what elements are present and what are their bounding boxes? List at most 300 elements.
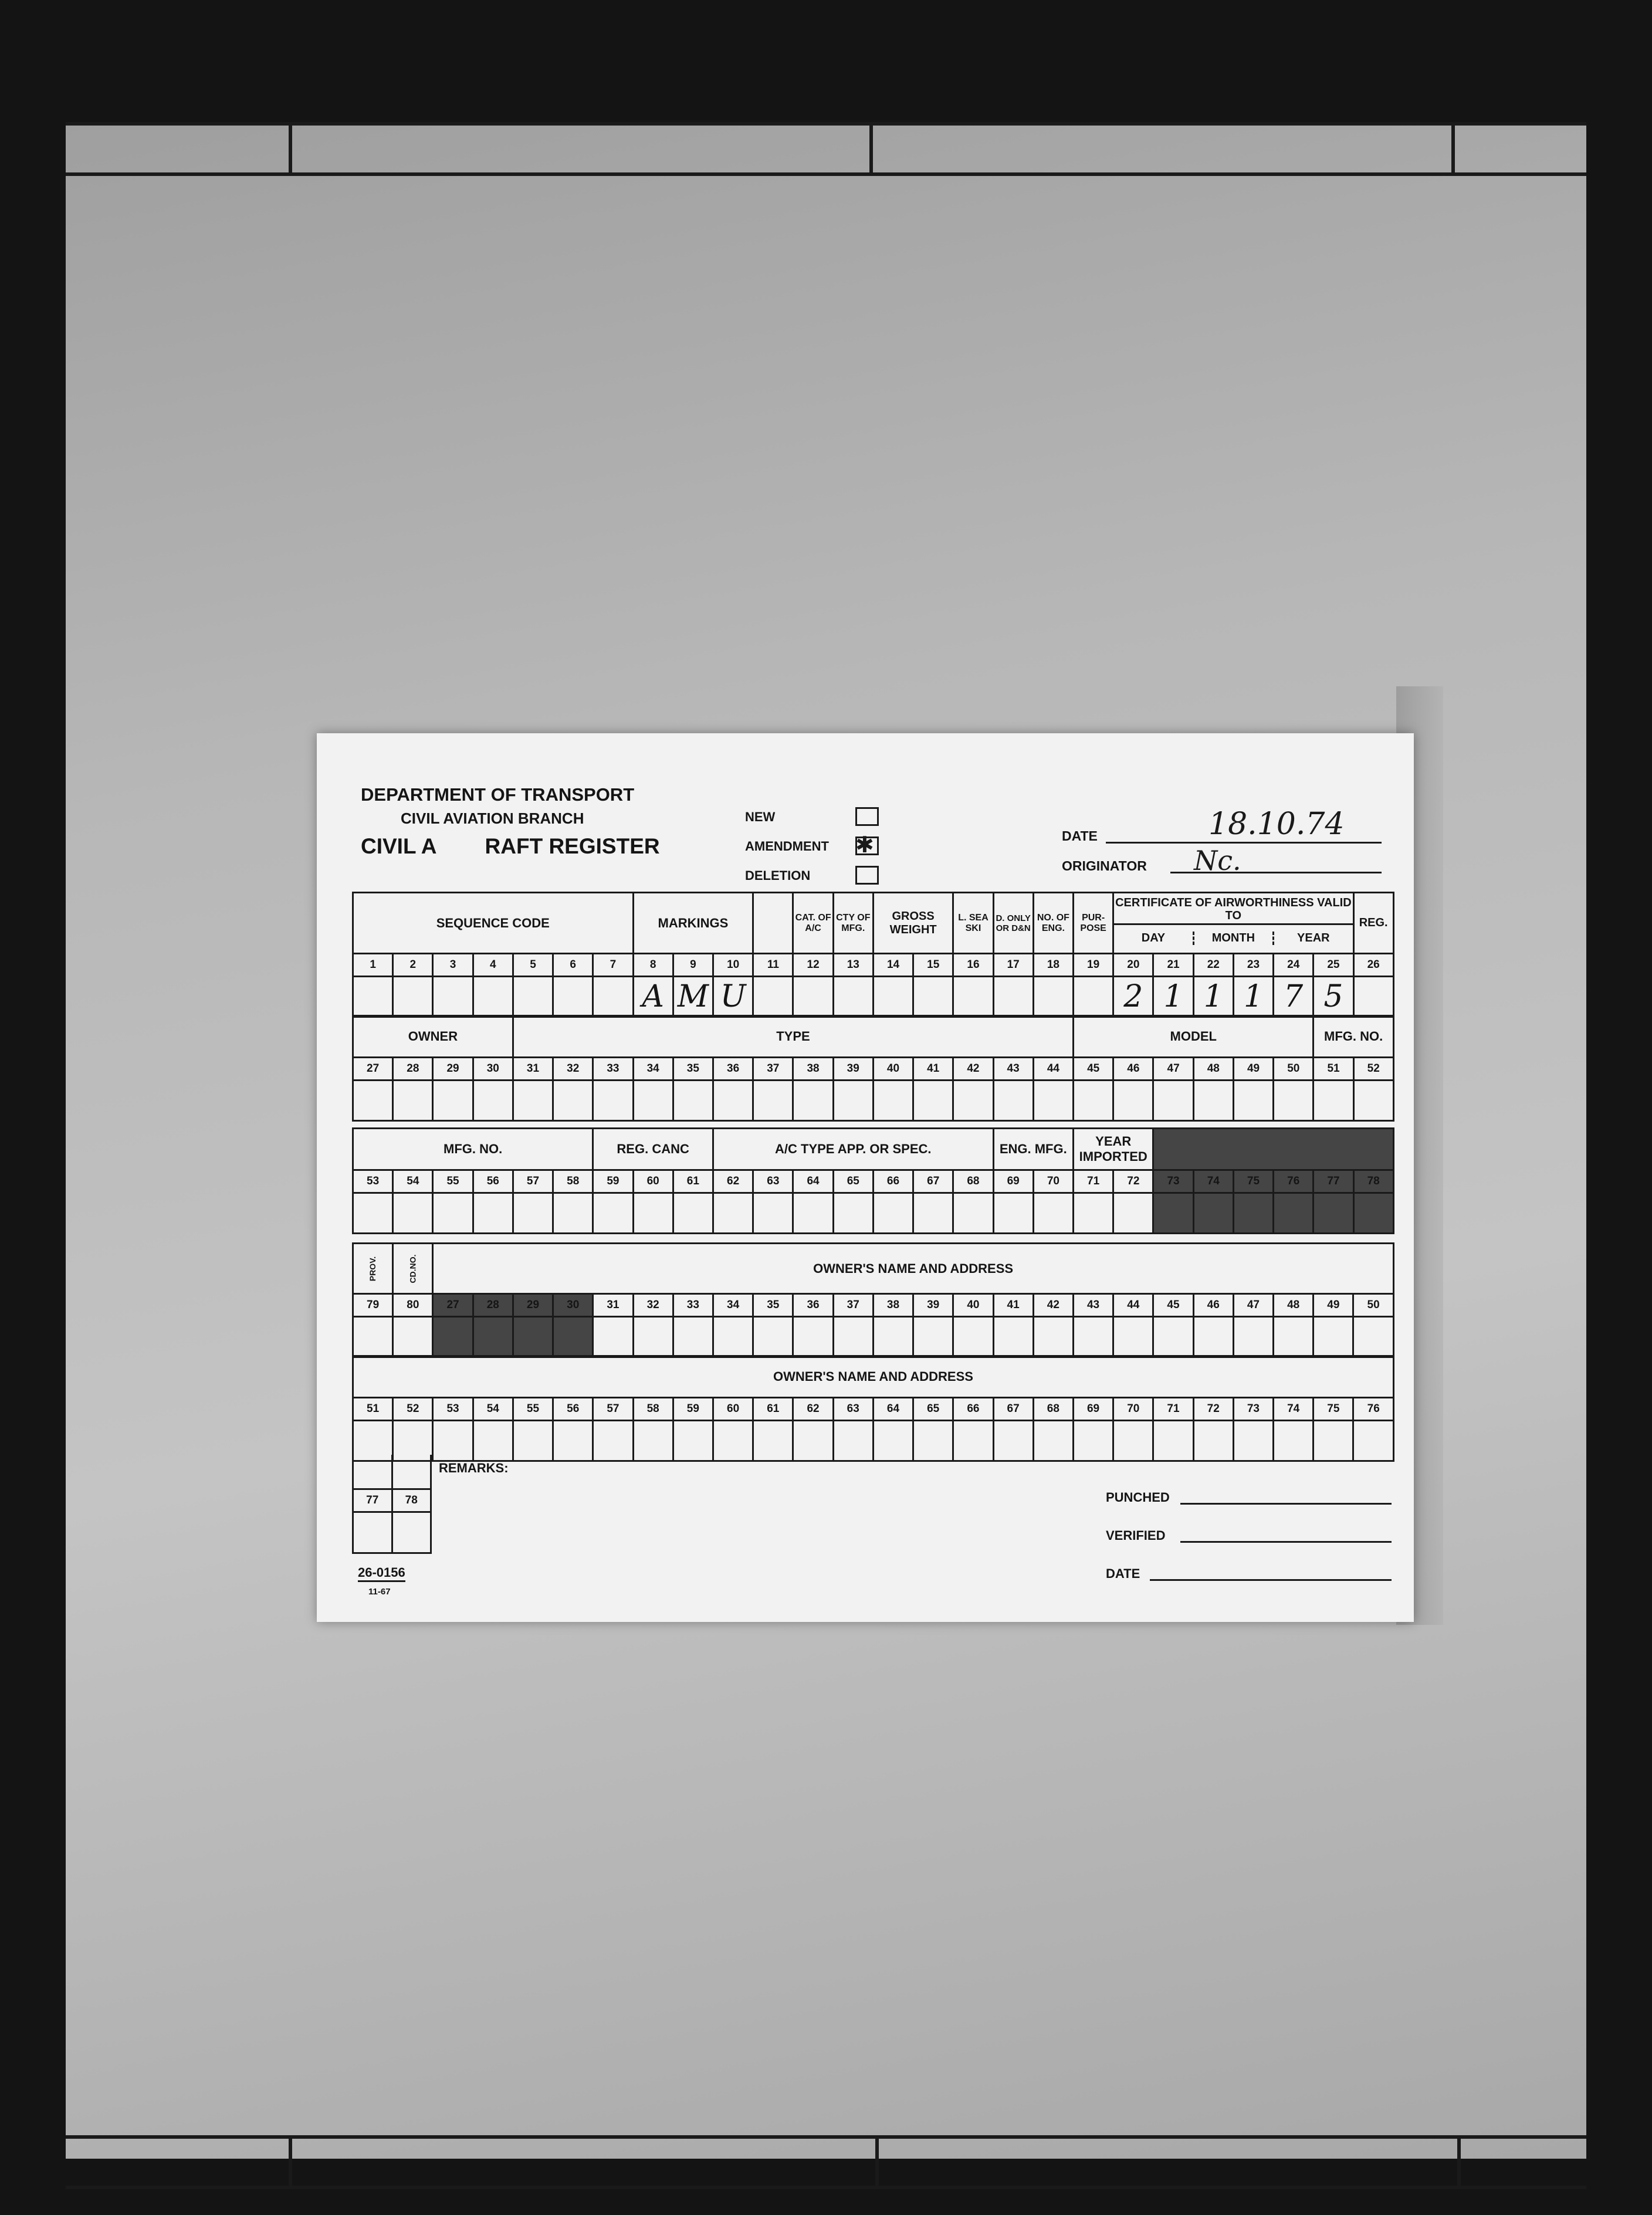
punched-label: PUNCHED <box>1106 1490 1170 1505</box>
row5-number-cell: 62 <box>793 1398 833 1421</box>
row4-number-cell: 46 <box>1193 1294 1233 1317</box>
row1-number-cell: 25 <box>1314 954 1353 977</box>
verified-label: VERIFIED <box>1106 1528 1166 1543</box>
row1-entry-cell[interactable] <box>593 977 633 1017</box>
row1-entry-cell[interactable] <box>633 977 673 1017</box>
mfg-no-header: MFG. NO. <box>1314 1016 1393 1058</box>
row1-entry-cell[interactable] <box>993 977 1033 1017</box>
row4-entry-cell[interactable] <box>1233 1317 1273 1357</box>
row3-entry-cell[interactable] <box>393 1193 433 1234</box>
row4-table <box>352 1242 1394 1358</box>
handwritten-entry: A <box>642 979 664 1014</box>
row2-number-cell: 33 <box>593 1058 633 1081</box>
row1-entry-cell[interactable] <box>393 977 433 1017</box>
row5-entry-cell[interactable] <box>713 1421 753 1461</box>
markings-header: MARKINGS <box>633 893 753 954</box>
row1-number-cell: 6 <box>553 954 593 977</box>
row3-entry-cell <box>1153 1193 1193 1234</box>
new-checkbox[interactable] <box>855 807 879 826</box>
cd-no-header: CD.NO. <box>393 1244 433 1294</box>
row3-number-cell: 71 <box>1074 1170 1113 1193</box>
row5-number-cell: 55 <box>513 1398 553 1421</box>
row3-number-cell: 55 <box>433 1170 473 1193</box>
reg-header: REG. <box>1353 893 1393 954</box>
row1-entry-cell[interactable] <box>513 977 553 1017</box>
row3-number-cell: 53 <box>353 1170 393 1193</box>
footer-table <box>352 1455 432 1554</box>
row3-number-cell: 73 <box>1153 1170 1193 1193</box>
row5-entry-cell[interactable] <box>913 1421 953 1461</box>
row4-entry-cell[interactable] <box>1113 1317 1153 1357</box>
row2-entry-cell[interactable] <box>1033 1081 1073 1121</box>
row2-entry-cell[interactable] <box>1113 1081 1153 1121</box>
row1-entry-cell[interactable] <box>1353 977 1393 1017</box>
row5-number-cell: 64 <box>873 1398 913 1421</box>
row3-number-cell: 77 <box>1314 1170 1353 1193</box>
register-card <box>317 733 1414 1622</box>
row2-entry-cell[interactable] <box>473 1081 513 1121</box>
row5-number-cell: 71 <box>1153 1398 1193 1421</box>
row4-entry-cell[interactable] <box>1073 1317 1113 1357</box>
row1-entry-cell[interactable] <box>1193 977 1233 1017</box>
row1-entry-cell[interactable] <box>793 977 833 1017</box>
owner-name-header-2: OWNER'S NAME AND ADDRESS <box>353 1356 1394 1398</box>
reg-canc-header: REG. CANC <box>593 1129 713 1170</box>
row5-number-cell: 69 <box>1073 1398 1113 1421</box>
row4-number-cell: 29 <box>513 1294 553 1317</box>
row2-entry-cell[interactable] <box>913 1081 953 1121</box>
row4-entry-cell[interactable] <box>1033 1317 1073 1357</box>
punched-line[interactable] <box>1180 1503 1392 1505</box>
row5-number-cell: 56 <box>553 1398 593 1421</box>
row3-entry-cell[interactable] <box>353 1193 393 1234</box>
row2-entry-cell[interactable] <box>953 1081 993 1121</box>
row4-number-cell: 43 <box>1073 1294 1113 1317</box>
row2-number-cell: 34 <box>633 1058 673 1081</box>
row5-number-cell: 65 <box>913 1398 953 1421</box>
row2-number-cell: 44 <box>1033 1058 1073 1081</box>
row4-number-cell: 79 <box>353 1294 393 1317</box>
row3-number-cell: 70 <box>1033 1170 1073 1193</box>
row2-number-cell: 40 <box>873 1058 913 1081</box>
row1-entry-cell[interactable] <box>1033 977 1073 1017</box>
row1-number-cell: 12 <box>793 954 833 977</box>
col11-header <box>753 893 793 954</box>
row1-number-cell: 2 <box>393 954 433 977</box>
prov-header: PROV. <box>353 1244 393 1294</box>
row4-entry-cell <box>513 1317 553 1357</box>
row5-entry-cell[interactable] <box>993 1421 1033 1461</box>
row1-entry-cell[interactable] <box>1233 977 1273 1017</box>
deletion-checkbox[interactable] <box>855 866 879 885</box>
row1-number-cell: 7 <box>593 954 633 977</box>
row5-entry-cell[interactable] <box>593 1421 633 1461</box>
branch-title: CIVIL AVIATION BRANCH <box>401 810 584 827</box>
row1-entry-cell[interactable] <box>953 977 993 1017</box>
row2-entry-cell[interactable] <box>593 1081 633 1121</box>
row5-number-cell: 52 <box>393 1398 433 1421</box>
row3-number-cell: 76 <box>1274 1170 1314 1193</box>
row3-number-cell: 58 <box>553 1170 593 1193</box>
row1-number-cell: 18 <box>1033 954 1073 977</box>
row3-entry-cell[interactable] <box>1033 1193 1073 1234</box>
row1-number-cell: 17 <box>993 954 1033 977</box>
row3-entry-cell <box>1274 1193 1314 1234</box>
row4-number-cell: 37 <box>833 1294 873 1317</box>
row1-number-cell: 21 <box>1153 954 1193 977</box>
row1-number-cell: 22 <box>1193 954 1233 977</box>
row1-table <box>352 892 1394 1018</box>
row1-number-cell: 13 <box>833 954 873 977</box>
form-date: 11-67 <box>368 1587 391 1597</box>
row4-number-cell: 38 <box>873 1294 913 1317</box>
row3-entry-cell[interactable] <box>713 1193 753 1234</box>
row4-entry-cell[interactable] <box>1193 1317 1233 1357</box>
row3-entry-cell[interactable] <box>1074 1193 1113 1234</box>
row4-number-cell: 32 <box>633 1294 673 1317</box>
row5-number-cell: 58 <box>633 1398 673 1421</box>
amendment-label: AMENDMENT <box>745 839 829 854</box>
row3-entry-cell <box>1314 1193 1353 1234</box>
row2-number-cell: 35 <box>673 1058 713 1081</box>
row5-number-cell: 68 <box>1033 1398 1073 1421</box>
row4-entry-cell[interactable] <box>993 1317 1033 1357</box>
row3-entry-cell[interactable] <box>913 1193 953 1234</box>
row4-number-cell: 35 <box>753 1294 793 1317</box>
type-header: TYPE <box>513 1016 1073 1058</box>
row1-entry-cell[interactable] <box>913 977 953 1017</box>
handwritten-entry: M <box>677 979 709 1014</box>
row4-number-cell: 28 <box>473 1294 513 1317</box>
col-77-cell[interactable] <box>353 1512 392 1553</box>
row3-entry-cell[interactable] <box>873 1193 913 1234</box>
purpose-header: PUR-POSE <box>1074 893 1113 954</box>
shaded-block <box>1153 1129 1393 1170</box>
row4-number-cell: 49 <box>1314 1294 1353 1317</box>
certificate-header: CERTIFICATE OF AIRWORTHINESS VALID TO DAY MONTH YEAR <box>1113 893 1353 954</box>
row4-number-cell: 30 <box>553 1294 593 1317</box>
date-line <box>1106 842 1382 844</box>
row4-entry-cell[interactable] <box>873 1317 913 1357</box>
row1-number-cell: 11 <box>753 954 793 977</box>
row5-entry-cell[interactable] <box>553 1421 593 1461</box>
model-header: MODEL <box>1074 1016 1314 1058</box>
amendment-check-mark: ✱ <box>855 832 874 858</box>
row2-entry-cell[interactable] <box>513 1081 553 1121</box>
date-value[interactable]: 18.10.74 <box>1208 807 1345 842</box>
owner-header: OWNER <box>353 1016 513 1058</box>
row1-number-cell: 14 <box>873 954 913 977</box>
row2-number-cell: 32 <box>553 1058 593 1081</box>
row1-entry-cell[interactable] <box>1153 977 1193 1017</box>
row4-entry-cell[interactable] <box>913 1317 953 1357</box>
row2-entry-cell[interactable] <box>353 1081 393 1121</box>
row2-number-cell: 39 <box>833 1058 873 1081</box>
row1-number-cell: 26 <box>1353 954 1393 977</box>
row4-entry-cell[interactable] <box>753 1317 793 1357</box>
row2-number-cell: 41 <box>913 1058 953 1081</box>
row3-entry-cell[interactable] <box>833 1193 873 1234</box>
row1-number-cell: 1 <box>353 954 393 977</box>
row1-entry-cell[interactable] <box>553 977 593 1017</box>
deletion-label: DELETION <box>745 868 811 883</box>
verified-line[interactable] <box>1180 1541 1392 1543</box>
row4-entry-cell[interactable] <box>1153 1317 1193 1357</box>
row4-entry-cell[interactable] <box>793 1317 833 1357</box>
row2-entry-cell[interactable] <box>1353 1081 1393 1121</box>
owner-name-header: OWNER'S NAME AND ADDRESS <box>433 1244 1393 1294</box>
row3-number-cell: 68 <box>953 1170 993 1193</box>
year-header: YEAR <box>1272 932 1352 945</box>
row3-entry-cell <box>1193 1193 1233 1234</box>
row3-entry-cell[interactable] <box>553 1193 593 1234</box>
row4-entry-cell <box>473 1317 513 1357</box>
row5-table <box>352 1355 1394 1462</box>
col-77-number: 77 <box>353 1489 392 1512</box>
row2-entry-cell[interactable] <box>753 1081 793 1121</box>
row5-entry-cell[interactable] <box>1073 1421 1113 1461</box>
form-title: CIVIL A RAFT REGISTER <box>361 834 660 858</box>
row3-entry-cell[interactable] <box>473 1193 513 1234</box>
row2-entry-cell[interactable] <box>1193 1081 1233 1121</box>
year-imported-header: YEAR IMPORTED <box>1074 1129 1153 1170</box>
row4-entry-cell[interactable] <box>593 1317 633 1357</box>
row2-entry-cell[interactable] <box>393 1081 433 1121</box>
row3-number-cell: 69 <box>993 1170 1033 1193</box>
row1-entry-cell[interactable] <box>1314 977 1353 1017</box>
row3-number-cell: 59 <box>593 1170 633 1193</box>
row3-number-cell: 66 <box>873 1170 913 1193</box>
row2-number-cell: 29 <box>433 1058 473 1081</box>
row3-number-cell: 56 <box>473 1170 513 1193</box>
row4-entry-cell[interactable] <box>353 1317 393 1357</box>
row2-number-cell: 42 <box>953 1058 993 1081</box>
row1-number-cell: 4 <box>473 954 513 977</box>
row5-entry-cell[interactable] <box>1233 1421 1273 1461</box>
row4-number-cell: 44 <box>1113 1294 1153 1317</box>
row5-number-cell: 57 <box>593 1398 633 1421</box>
row3-number-cell: 78 <box>1353 1170 1393 1193</box>
row4-entry-cell <box>553 1317 593 1357</box>
row1-entry-cell[interactable] <box>1074 977 1113 1017</box>
row3-entry-cell[interactable] <box>993 1193 1033 1234</box>
row5-entry-cell[interactable] <box>473 1421 513 1461</box>
row3-number-cell: 63 <box>753 1170 793 1193</box>
month-header: MONTH <box>1193 932 1272 945</box>
row5-number-cell: 70 <box>1113 1398 1153 1421</box>
row5-entry-cell[interactable] <box>793 1421 833 1461</box>
row3-entry-cell[interactable] <box>953 1193 993 1234</box>
row5-entry-cell[interactable] <box>1153 1421 1193 1461</box>
row2-number-cell: 52 <box>1353 1058 1393 1081</box>
row1-entry-cell[interactable] <box>353 977 393 1017</box>
row4-number-cell: 41 <box>993 1294 1033 1317</box>
row4-number-cell: 31 <box>593 1294 633 1317</box>
handwritten-entry: 1 <box>1163 979 1183 1014</box>
row4-entry-cell[interactable] <box>953 1317 993 1357</box>
row1-entry-cell[interactable] <box>1113 977 1153 1017</box>
row4-entry-cell[interactable] <box>713 1317 753 1357</box>
row5-entry-cell[interactable] <box>433 1421 473 1461</box>
row4-entry-cell[interactable] <box>1274 1317 1314 1357</box>
row5-entry-cell[interactable] <box>673 1421 713 1461</box>
row5-entry-cell[interactable] <box>953 1421 993 1461</box>
row1-entry-cell[interactable] <box>873 977 913 1017</box>
row1-number-cell: 19 <box>1074 954 1113 977</box>
row3-entry-cell <box>1233 1193 1273 1234</box>
row1-entry-cell[interactable] <box>433 977 473 1017</box>
row2-entry-cell[interactable] <box>1233 1081 1273 1121</box>
row5-entry-cell[interactable] <box>513 1421 553 1461</box>
row2-number-cell: 45 <box>1074 1058 1113 1081</box>
row3-entry-cell[interactable] <box>1113 1193 1153 1234</box>
row1-entry-cell[interactable] <box>473 977 513 1017</box>
row5-number-cell: 59 <box>673 1398 713 1421</box>
col-78-number: 78 <box>392 1489 431 1512</box>
row2-entry-cell[interactable] <box>833 1081 873 1121</box>
row2-entry-cell[interactable] <box>633 1081 673 1121</box>
row5-number-cell: 60 <box>713 1398 753 1421</box>
row5-entry-cell[interactable] <box>1353 1421 1393 1461</box>
row4-number-cell: 36 <box>793 1294 833 1317</box>
row2-entry-cell[interactable] <box>993 1081 1033 1121</box>
row3-entry-cell[interactable] <box>793 1193 833 1234</box>
remarks-label: REMARKS: <box>439 1461 509 1475</box>
row3-number-cell: 65 <box>833 1170 873 1193</box>
handwritten-entry: 5 <box>1323 979 1343 1014</box>
row5-number-cell: 61 <box>753 1398 793 1421</box>
row5-number-cell: 54 <box>473 1398 513 1421</box>
row4-entry-cell <box>433 1317 473 1357</box>
row2-table <box>352 1015 1394 1122</box>
row4-entry-cell[interactable] <box>1353 1317 1393 1357</box>
row2-entry-cell[interactable] <box>553 1081 593 1121</box>
row5-number-cell: 53 <box>433 1398 473 1421</box>
row2-entry-cell[interactable] <box>1274 1081 1314 1121</box>
row2-number-cell: 36 <box>713 1058 753 1081</box>
row1-entry-cell[interactable] <box>1274 977 1314 1017</box>
row3-entry-cell[interactable] <box>753 1193 793 1234</box>
row3-number-cell: 72 <box>1113 1170 1153 1193</box>
row1-number-cell: 15 <box>913 954 953 977</box>
row3-entry-cell[interactable] <box>673 1193 713 1234</box>
no-eng-header: NO. OF ENG. <box>1033 893 1073 954</box>
row2-number-cell: 50 <box>1274 1058 1314 1081</box>
row5-entry-cell[interactable] <box>753 1421 793 1461</box>
row2-entry-cell[interactable] <box>1314 1081 1353 1121</box>
row4-number-cell: 27 <box>433 1294 473 1317</box>
mfg-no-header-2: MFG. NO. <box>353 1129 593 1170</box>
row2-number-cell: 47 <box>1153 1058 1193 1081</box>
row5-entry-cell[interactable] <box>1033 1421 1073 1461</box>
row1-number-cell: 10 <box>713 954 753 977</box>
col-78-cell[interactable] <box>392 1512 431 1553</box>
row3-number-cell: 74 <box>1193 1170 1233 1193</box>
row4-entry-cell[interactable] <box>673 1317 713 1357</box>
handwritten-entry: U <box>720 979 746 1014</box>
row1-entry-cell[interactable] <box>833 977 873 1017</box>
handwritten-entry: 2 <box>1123 979 1143 1014</box>
row2-number-cell: 28 <box>393 1058 433 1081</box>
row2-entry-cell[interactable] <box>673 1081 713 1121</box>
row1-number-cell: 3 <box>433 954 473 977</box>
row1-number-cell: 8 <box>633 954 673 977</box>
row5-entry-cell[interactable] <box>833 1421 873 1461</box>
row3-number-cell: 62 <box>713 1170 753 1193</box>
footer-date-line[interactable] <box>1150 1579 1392 1581</box>
row3-table <box>352 1127 1394 1234</box>
row5-entry-cell[interactable] <box>1113 1421 1153 1461</box>
handwritten-entry: 1 <box>1203 979 1223 1014</box>
row5-number-cell: 66 <box>953 1398 993 1421</box>
row5-entry-cell[interactable] <box>1193 1421 1233 1461</box>
row1-number-cell: 9 <box>673 954 713 977</box>
row5-entry-cell[interactable] <box>1274 1421 1314 1461</box>
row2-entry-cell[interactable] <box>1074 1081 1113 1121</box>
row4-entry-cell[interactable] <box>833 1317 873 1357</box>
row3-entry-cell[interactable] <box>593 1193 633 1234</box>
row4-number-cell: 80 <box>393 1294 433 1317</box>
row2-entry-cell[interactable] <box>873 1081 913 1121</box>
row3-number-cell: 60 <box>633 1170 673 1193</box>
department-title: DEPARTMENT OF TRANSPORT <box>361 784 635 805</box>
row4-number-cell: 47 <box>1233 1294 1273 1317</box>
row5-number-cell: 51 <box>353 1398 393 1421</box>
row5-number-cell: 73 <box>1233 1398 1273 1421</box>
row4-number-cell: 50 <box>1353 1294 1393 1317</box>
row4-entry-cell[interactable] <box>1314 1317 1353 1357</box>
row2-entry-cell[interactable] <box>433 1081 473 1121</box>
row3-entry-cell[interactable] <box>633 1193 673 1234</box>
row2-number-cell: 30 <box>473 1058 513 1081</box>
row2-entry-cell[interactable] <box>793 1081 833 1121</box>
originator-value[interactable]: Nc. <box>1194 845 1241 876</box>
row5-number-cell: 72 <box>1193 1398 1233 1421</box>
row2-entry-cell[interactable] <box>713 1081 753 1121</box>
row5-entry-cell[interactable] <box>1314 1421 1353 1461</box>
l-sea-ski-header: L. SEA SKI <box>953 893 993 954</box>
cty-header: CTY OF MFG. <box>833 893 873 954</box>
row2-entry-cell[interactable] <box>1153 1081 1193 1121</box>
originator-label: ORIGINATOR <box>1062 858 1147 873</box>
row1-number-cell: 20 <box>1113 954 1153 977</box>
form-number: 26-0156 <box>358 1565 405 1582</box>
row4-number-cell: 45 <box>1153 1294 1193 1317</box>
row5-entry-cell[interactable] <box>633 1421 673 1461</box>
row4-entry-cell[interactable] <box>633 1317 673 1357</box>
row5-number-cell: 63 <box>833 1398 873 1421</box>
row5-entry-cell[interactable] <box>873 1421 913 1461</box>
row3-entry-cell[interactable] <box>433 1193 473 1234</box>
row1-entry-cell[interactable] <box>713 977 753 1017</box>
row4-number-cell: 39 <box>913 1294 953 1317</box>
row5-number-cell: 74 <box>1274 1398 1314 1421</box>
row3-entry-cell[interactable] <box>513 1193 553 1234</box>
row4-number-cell: 40 <box>953 1294 993 1317</box>
gross-weight-header: GROSS WEIGHT <box>873 893 953 954</box>
row1-entry-cell[interactable] <box>673 977 713 1017</box>
row2-number-cell: 48 <box>1193 1058 1233 1081</box>
row2-number-cell: 46 <box>1113 1058 1153 1081</box>
row1-entry-cell[interactable] <box>753 977 793 1017</box>
row1-number-cell: 5 <box>513 954 553 977</box>
eng-mfg-header: ENG. MFG. <box>993 1129 1073 1170</box>
film-top-border <box>66 122 1586 176</box>
row1-number-cell: 16 <box>953 954 993 977</box>
row4-entry-cell[interactable] <box>393 1317 433 1357</box>
row1-number-cell: 24 <box>1274 954 1314 977</box>
row2-number-cell: 37 <box>753 1058 793 1081</box>
